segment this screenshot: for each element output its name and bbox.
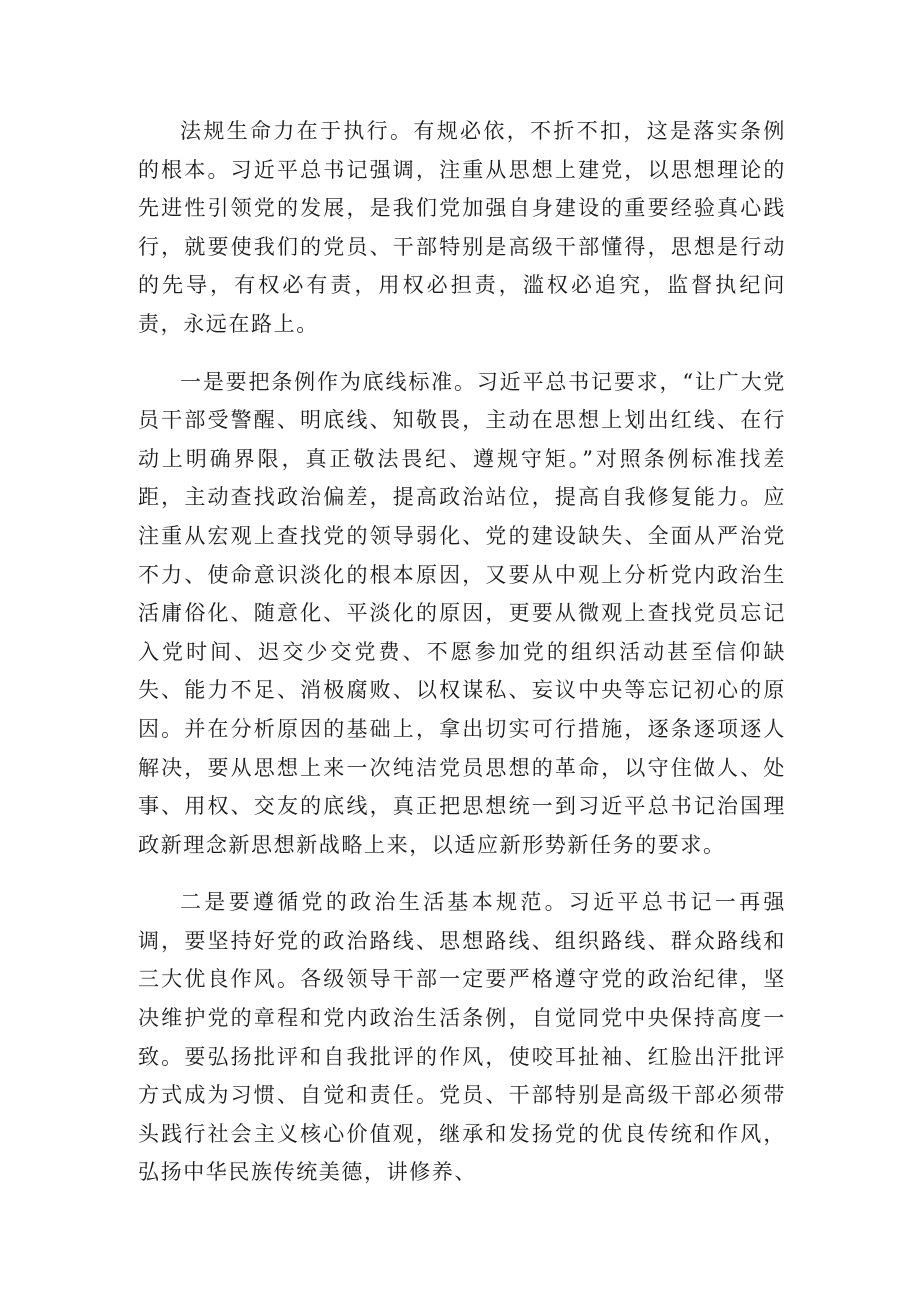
- document-body: [138, 112, 786, 1192]
- paragraph-enforcement: 法规生命力在于执行。有规必依，不折不扣，这是落实条例的根本。习近平总书记强调，注重从思想上建党，以思想理论的先进性引领党的发展，是我们党加强自身建设的重要经验真心践行，就要使我们的党员、干部特别是高级干部懂得，思想是行动的先导，有权必有责，用权必担责，滥权必追究，监督执纪问责，永远在路上。: [138, 119, 786, 336]
- paragraph-bottom-line-standard: 一是要把条例作为底线标准。习近平总书记要求，“让广大党员干部受警醒、明底线、知敬畏，主动在思想上划出红线、在行动上明确界限，真正敬法畏纪、遵规守矩。”对照条例标准找差距，主动查找政治偏差，提高政治站位，提高自我修复能力。应注重从宏观上查找党的领导弱化、党的建设缺失、全面从严治党不力、使命意识淡化的根本原因，又要从中观上分析党内政治生活庸俗化、随意化、平淡化的原因，更要从微观上查找党员忘记入党时间、迟交少交党费、不愿参加党的组织活动甚至信仰缺失、能力不足、消极腐败、以权谋私、妄议中央等忘记初心的原因。并在分析原因的基础上，拿出切实可行措施，逐条逐项逐人解决，要从思想上来一次纯洁党员思想的革命，以守住做人、处事、用权、交友的底线，真正把思想统一到习近平总书记治国理政新理念新思想新战略上来，以适应新形势新任务的要求。: [138, 369, 786, 857]
- paragraph-political-life-norms: 二是要遵循党的政治生活基本规范。习近平总书记一再强调，要坚持好党的政治路线、思想路线、组织路线、群众路线和三大优良作风。各级领导干部一定要严格遵守党的政治纪律，坚决维护党的章程和党内政治生活条例，自觉同党中央保持高度一致。要弘扬批评和自我批评的作风，使咬耳扯袖、红脸出汗批评方式成为习惯、自觉和责任。党员、干部特别是高级干部必须带头践行社会主义核心价值观，继承和发扬党的优良传统和作风，弘扬中华民族传统美德，讲修养、: [138, 890, 786, 1185]
